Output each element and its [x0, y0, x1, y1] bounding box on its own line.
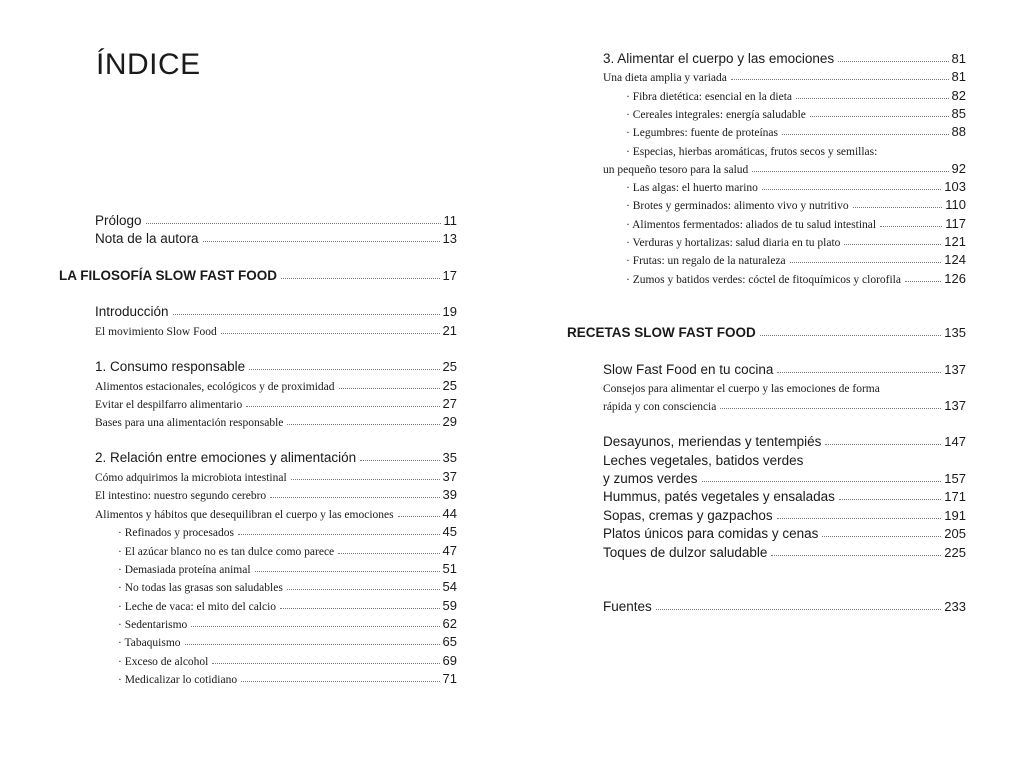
toc-page-number: 45 — [442, 524, 457, 539]
toc-page-number: 117 — [945, 216, 966, 231]
dot-leader — [731, 79, 949, 80]
toc-entry-title: · Fibra dietética: esencial en la dieta — [626, 91, 793, 103]
toc-entry-title: un pequeño tesoro para la salud — [603, 164, 749, 176]
toc-entry — [95, 356, 457, 374]
toc-page-number: 62 — [442, 616, 457, 631]
toc-entry-title: 2. Relación entre emociones y alimentación — [95, 450, 357, 465]
dot-leader — [270, 497, 439, 498]
toc-entry-title: rápida y con consciencia — [603, 401, 717, 413]
dot-leader — [360, 460, 439, 461]
toc-entry-title: · Medicalizar lo cotidiano — [118, 674, 238, 686]
toc-entry-title: · Legumbres: fuente de proteínas — [626, 127, 778, 139]
dot-leader — [146, 223, 441, 224]
dot-leader — [839, 499, 941, 500]
toc-entry — [626, 213, 966, 231]
toc-entry-title: · Brotes y germinados: alimento vivo y nutritivo — [626, 200, 849, 212]
toc-entry — [95, 484, 457, 502]
toc-entry-title: Bases para una alimentación responsable — [95, 417, 284, 429]
dot-leader — [246, 406, 439, 407]
toc-entry — [95, 393, 457, 411]
dot-leader — [720, 408, 941, 409]
toc-entry — [626, 103, 966, 121]
toc-entry — [95, 301, 457, 319]
toc-entry — [603, 66, 966, 84]
toc-page-number: 147 — [944, 434, 966, 449]
toc-entry-title: Una dieta amplia y variada — [603, 72, 727, 84]
dot-leader — [762, 189, 941, 190]
dot-leader — [221, 333, 440, 334]
dot-leader — [280, 608, 439, 609]
toc-page-number: 17 — [442, 268, 457, 283]
toc-page-number: 135 — [944, 325, 966, 340]
dot-leader — [203, 241, 440, 242]
toc-page-number: 137 — [944, 362, 966, 377]
dot-leader — [771, 555, 941, 556]
dot-leader — [838, 61, 948, 62]
toc-entry-title: · Refinados y procesados — [118, 527, 234, 539]
toc-page-number: 233 — [944, 599, 966, 614]
dot-leader — [191, 626, 439, 627]
toc-entry — [118, 595, 457, 613]
toc-page-number: 54 — [442, 579, 457, 594]
toc-page-number: 82 — [951, 88, 966, 103]
toc-entry — [626, 194, 966, 212]
toc-entry — [567, 322, 966, 340]
toc-entry — [95, 447, 457, 465]
dot-leader — [339, 388, 440, 389]
toc-page-number: 11 — [443, 213, 457, 228]
toc-entry — [603, 596, 966, 614]
dot-leader — [702, 481, 942, 482]
toc-entry — [603, 468, 966, 486]
toc-entry — [118, 576, 457, 594]
toc-entry-title: Sopas, cremas y gazpachos — [603, 508, 773, 523]
toc-page-number: 59 — [442, 598, 457, 613]
toc-page-number: 71 — [442, 671, 457, 686]
toc-entry-title: · Zumos y batidos verdes: cóctel de fitoquímicos y clorofila — [626, 274, 901, 286]
toc-entry-title: Hummus, patés vegetales y ensaladas — [603, 489, 835, 504]
toc-page-number: 29 — [442, 414, 457, 429]
toc-page-number: 124 — [944, 252, 966, 267]
page-title: ÍNDICE — [96, 48, 201, 81]
toc-page-number: 21 — [442, 323, 457, 338]
dot-leader — [796, 98, 949, 99]
dot-leader — [810, 116, 949, 117]
toc-entry-title: · Alimentos fermentados: aliados de tu salud intestinal — [626, 219, 877, 231]
toc-entry — [118, 668, 457, 686]
toc-entry — [95, 210, 457, 228]
toc-page-number: 85 — [951, 106, 966, 121]
toc-entry — [95, 503, 457, 521]
toc-page-number: 103 — [944, 179, 966, 194]
toc-entry — [626, 140, 966, 158]
dot-leader — [255, 571, 440, 572]
toc-page-number: 137 — [944, 398, 966, 413]
toc-entry — [118, 521, 457, 539]
dot-leader — [760, 335, 942, 336]
dot-leader — [238, 534, 440, 535]
toc-entry — [626, 85, 966, 103]
toc-entry-title: Consejos para alimentar el cuerpo y las emociones de forma — [603, 383, 880, 395]
toc-entry — [603, 486, 966, 504]
toc-entry — [626, 231, 966, 249]
toc-entry — [626, 121, 966, 139]
toc-page-number: 27 — [442, 396, 457, 411]
toc-page-number: 51 — [442, 561, 457, 576]
toc-page-number: 191 — [944, 508, 966, 523]
toc-entry — [118, 613, 457, 631]
dot-leader — [790, 262, 942, 263]
toc-page-number: 44 — [442, 506, 457, 521]
dot-leader — [825, 444, 941, 445]
toc-entry-title: · No todas las grasas son saludables — [118, 582, 283, 594]
toc-entry — [626, 249, 966, 267]
toc-entry — [118, 631, 457, 649]
toc-entry-title: Toques de dulzor saludable — [603, 545, 768, 560]
toc-page-number: 126 — [944, 271, 966, 286]
toc-entry-title: · Leche de vaca: el mito del calcio — [118, 601, 277, 613]
toc-entry-title: RECETAS SLOW FAST FOOD — [567, 325, 756, 340]
toc-entry — [603, 450, 966, 468]
toc-entry-title: El intestino: nuestro segundo cerebro — [95, 490, 267, 502]
toc-entry-title: Platos únicos para comidas y cenas — [603, 526, 819, 541]
toc-entry-title: · Especias, hierbas aromáticas, frutos secos y semillas: — [626, 146, 878, 158]
dot-leader — [287, 424, 439, 425]
toc-entry-title: LA FILOSOFÍA SLOW FAST FOOD — [59, 268, 277, 283]
dot-leader — [853, 207, 943, 208]
dot-leader — [212, 663, 439, 664]
toc-entry — [626, 268, 966, 286]
toc-entry-title: Prólogo — [95, 213, 142, 228]
dot-leader — [249, 369, 439, 370]
dot-leader — [287, 589, 440, 590]
toc-page-number: 81 — [951, 51, 966, 66]
toc-entry-title: · Exceso de alcohol — [118, 656, 209, 668]
toc-entry-title: · Demasiada proteína animal — [118, 564, 251, 576]
toc-page-number: 205 — [944, 526, 966, 541]
dot-leader — [777, 372, 941, 373]
toc-page-number: 13 — [442, 231, 457, 246]
toc-entry-title: Leches vegetales, batidos verdes — [603, 453, 804, 468]
toc-entry — [95, 320, 457, 338]
dot-leader — [656, 609, 942, 610]
toc-entry — [118, 540, 457, 558]
toc-page-number: 25 — [442, 378, 457, 393]
toc-entry-title: · Las algas: el huerto marino — [626, 182, 758, 194]
toc-entry — [95, 466, 457, 484]
toc-page-number: 25 — [442, 359, 457, 374]
toc-entry — [603, 377, 966, 395]
toc-entry-title: Alimentos estacionales, ecológicos y de proximidad — [95, 381, 335, 393]
toc-entry — [95, 375, 457, 393]
toc-entry-title: 1. Consumo responsable — [95, 359, 246, 374]
dot-leader — [173, 314, 440, 315]
dot-leader — [822, 536, 941, 537]
dot-leader — [844, 244, 941, 245]
toc-page-number: 81 — [951, 69, 966, 84]
dot-leader — [905, 281, 941, 282]
toc-entry — [118, 558, 457, 576]
toc-page-number: 19 — [442, 304, 457, 319]
toc-page-number: 225 — [944, 545, 966, 560]
toc-entry-title: · Verduras y hortalizas: salud diaria en tu plato — [626, 237, 841, 249]
toc-entry — [603, 359, 966, 377]
toc-entry-title: Evitar el despilfarro alimentario — [95, 399, 243, 411]
dot-leader — [291, 479, 440, 480]
toc-entry — [59, 265, 457, 283]
toc-page-number: 35 — [442, 450, 457, 465]
toc-page-number: 88 — [951, 124, 966, 139]
toc-entry-title: Slow Fast Food en tu cocina — [603, 362, 774, 377]
toc-page-number: 47 — [442, 543, 457, 558]
toc-page-number: 69 — [442, 653, 457, 668]
toc-page-number: 171 — [944, 489, 966, 504]
toc-entry-title: · El azúcar blanco no es tan dulce como parece — [118, 546, 335, 558]
toc-page-number: 110 — [945, 197, 966, 212]
toc-entry — [603, 158, 966, 176]
toc-entry — [603, 395, 966, 413]
toc-entry — [603, 505, 966, 523]
toc-entry — [603, 523, 966, 541]
dot-leader — [777, 518, 942, 519]
toc-entry-title: Fuentes — [603, 599, 652, 614]
toc-page-number: 65 — [442, 634, 457, 649]
toc-entry-title: · Tabaquismo — [118, 637, 181, 649]
dot-leader — [880, 226, 942, 227]
dot-leader — [782, 134, 949, 135]
toc-page-number: 157 — [944, 471, 966, 486]
toc-entry-title: Desayunos, meriendas y tentempiés — [603, 434, 822, 449]
dot-leader — [398, 516, 440, 517]
toc-page-number: 39 — [442, 487, 457, 502]
toc-entry-title: Introducción — [95, 304, 169, 319]
toc-page-number: 121 — [944, 234, 966, 249]
toc-entry-title: Alimentos y hábitos que desequilibran el cuerpo y las emociones — [95, 509, 394, 521]
dot-leader — [338, 553, 439, 554]
toc-entry — [95, 411, 457, 429]
toc-entry — [603, 48, 966, 66]
toc-entry — [603, 542, 966, 560]
dot-leader — [281, 278, 440, 279]
toc-page-number: 92 — [951, 161, 966, 176]
toc-entry-title: Nota de la autora — [95, 231, 199, 246]
dot-leader — [241, 681, 439, 682]
toc-entry-title: y zumos verdes — [603, 471, 698, 486]
toc-entry — [118, 650, 457, 668]
toc-entry-title: · Cereales integrales: energía saludable — [626, 109, 806, 121]
dot-leader — [752, 171, 948, 172]
toc-entry — [626, 176, 966, 194]
dot-leader — [185, 644, 440, 645]
toc-entry-title: · Frutas: un regalo de la naturaleza — [626, 255, 786, 267]
toc-page-number: 37 — [442, 469, 457, 484]
toc-entry-title: El movimiento Slow Food — [95, 326, 217, 338]
toc-entry-title: · Sedentarismo — [118, 619, 188, 631]
toc-entry-title: 3. Alimentar el cuerpo y las emociones — [603, 51, 835, 66]
toc-entry-title: Cómo adquirimos la microbiota intestinal — [95, 472, 287, 484]
toc-entry — [603, 431, 966, 449]
toc-entry — [95, 228, 457, 246]
